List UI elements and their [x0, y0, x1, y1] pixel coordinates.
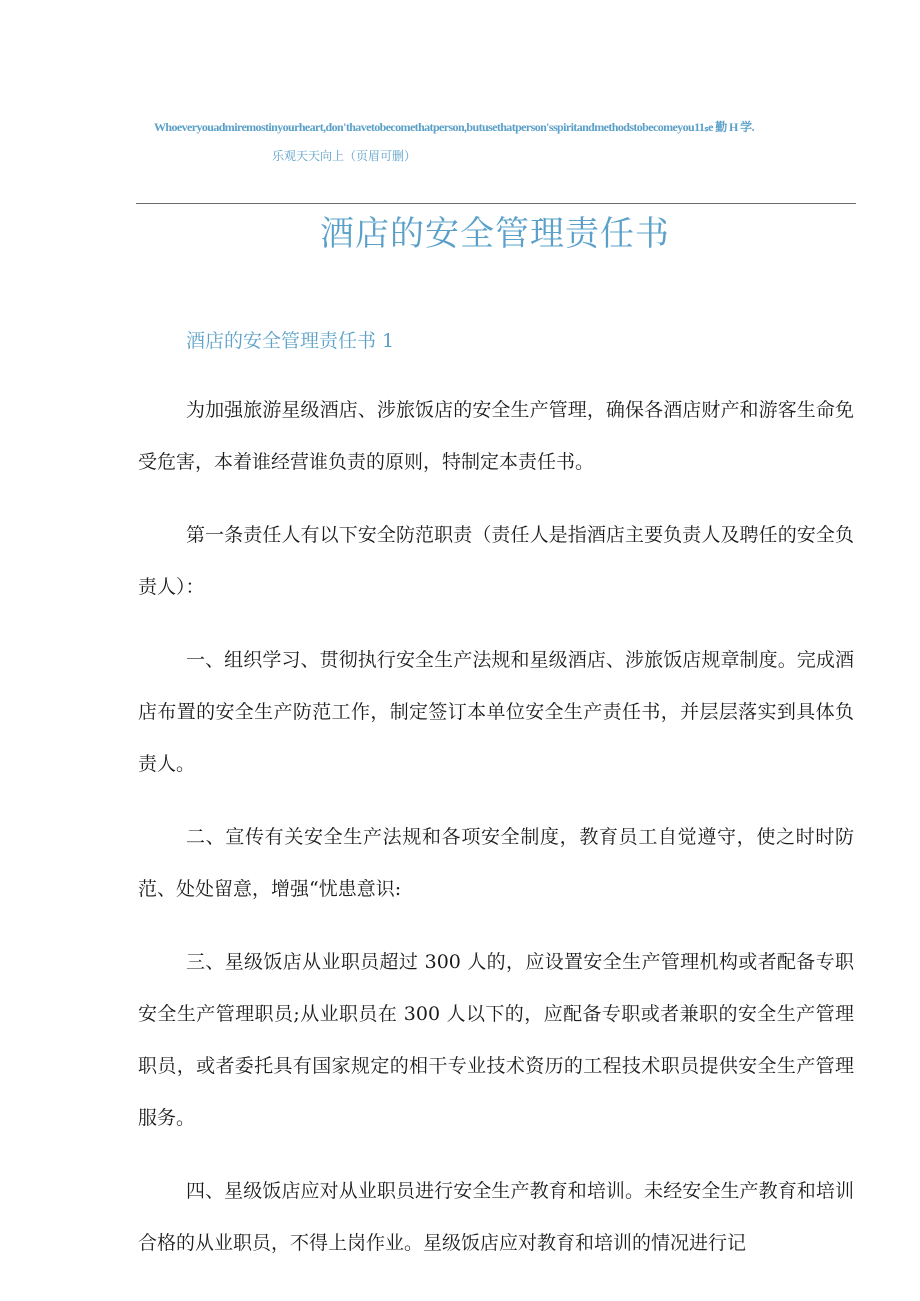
paragraph-item-one: 一、组织学习、贯彻执行安全生产法规和星级酒店、涉旅饭店规章制度。完成酒店布置的安全生产防范工作，制定签订本单位安全生产责任书，并层层落实到具体负责人。: [138, 649, 854, 775]
header-quote: Whoeveryouadmiremostinyourheart,don'thavetobecomethatperson,butusethatperson'sspiritandmethodstobecomeyou11ₛe 勤 H 学.: [154, 120, 754, 134]
paragraph-article-one: 第一条责任人有以下安全防范职责（责任人是指酒店主要负责人及聘任的安全负责人）：: [138, 524, 854, 598]
paragraph-item-four: 四、星级饭店应对从业职员进行安全生产教育和培训。未经安全生产教育和培训合格的从业职员，不得上岗作业。星级饭店应对教育和培训的情况进行记: [138, 1180, 854, 1254]
paragraph-intro: 为加强旅游星级酒店、涉旅饭店的安全生产管理，确保各酒店财产和游客生命免受危害，本着谁经营谁负责的原则，特制定本责任书。: [138, 399, 854, 473]
paragraph-item-three: 三、星级饭店从业职员超过 300 人的，应设置安全生产管理机构或者配备专职安全生产管理职员;从业职员在 300 人以下的，应配备专职或者兼职的安全生产管理职员，或者委托具有国家规定的相干专业技术资历的工程技术职员提供安全生产管理服务。: [138, 951, 854, 1129]
document-title: 酒店的安全管理责任书: [320, 214, 670, 254]
paragraph-item-two: 二、宣传有关安全生产法规和各项安全制度，教育员工自觉遵守，使之时时防范、处处留意，增强“忧患意识:: [138, 826, 854, 900]
section-heading: 酒店的安全管理责任书 1: [186, 330, 395, 352]
header-note: 乐观天天向上（页眉可删）: [272, 149, 417, 163]
document-body: [138, 384, 854, 1290]
header-divider: [136, 203, 856, 204]
